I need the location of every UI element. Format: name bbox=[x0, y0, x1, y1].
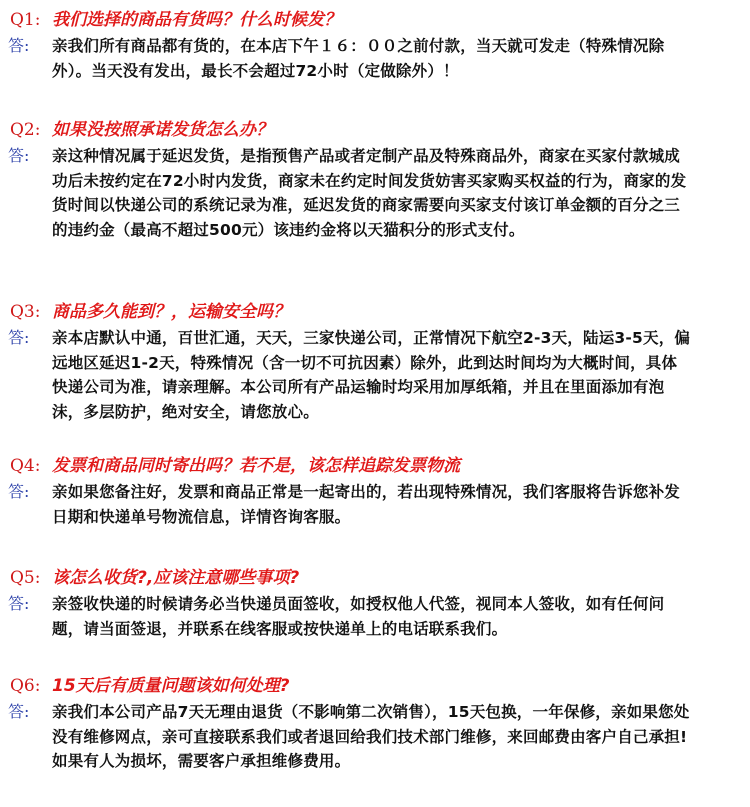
question-text: 发票和商品同时寄出吗？若不是，该怎样追踪发票物流 bbox=[52, 456, 460, 476]
question-number: Q3: bbox=[10, 302, 41, 322]
answer-row bbox=[0, 592, 750, 641]
answer-mark: 答: bbox=[8, 702, 30, 721]
question-text: 15天后有质量问题该如何处理? bbox=[52, 676, 290, 696]
answer-mark: 答: bbox=[8, 594, 30, 613]
question-number: Q6: bbox=[10, 676, 41, 696]
answer-text: 亲这种情况属于延迟发货，是指预售产品或者定制产品及特殊商品外，商家在买家付款城成功后未按约定在72小时内发货，商家未在约定时间发货妨害买家购买权益的行为，商家的发货时间以快递公司的系统记录为准，延迟发货的商家需要向买家支付该订单金额的百分之三的违约金（最高不超过500元）该违约金将以天猫积分的形式支付。 bbox=[52, 147, 687, 239]
question-text: 如果没按照承诺发货怎么办？ bbox=[52, 120, 273, 140]
answer-mark: 答: bbox=[8, 328, 30, 347]
question-row bbox=[0, 674, 750, 700]
answer-mark: 答: bbox=[8, 482, 30, 501]
answer-text: 亲我们本公司产品7天无理由退货（不影响第二次销售），15天包换，一年保修，亲如果您处没有维修网点，亲可直接联系我们或者退回给我们技术部门维修，来回邮费由客户自己承担!如果有人为损坏，需要客户承担维修费用。 bbox=[52, 703, 690, 770]
answer-text: 亲我们所有商品都有货的，在本店下午１６：００之前付款，当天就可发走（特殊情况除外）。当天没有发出，最长不会超过72小时（定做除外）！ bbox=[52, 37, 665, 80]
question-number: Q4: bbox=[10, 456, 41, 476]
question-row bbox=[0, 8, 750, 34]
question-number: Q5: bbox=[10, 568, 41, 588]
question-row bbox=[0, 118, 750, 144]
answer-row bbox=[0, 480, 750, 529]
faq-item-3 bbox=[0, 300, 750, 424]
answer-text: 亲本店默认中通，百世汇通，天天，三家快递公司，正常情况下航空2-3天，陆运3-5天，偏远地区延迟1-2天，特殊情况（含一切不可抗因素）除外，此到达时间均为大概时间，具体快递公司为准，请亲理解。本公司所有产品运输时均采用加厚纸箱，并且在里面添加有泡沫，多层防护，绝对安全，请您放心。 bbox=[52, 329, 691, 421]
faq-item-2 bbox=[0, 118, 750, 242]
question-row bbox=[0, 300, 750, 326]
faq-item-6 bbox=[0, 674, 750, 774]
question-text: 该怎么收货?,应该注意哪些事项? bbox=[52, 568, 300, 588]
faq-item-5 bbox=[0, 566, 750, 641]
faq-item-1 bbox=[0, 8, 750, 83]
question-number: Q1: bbox=[10, 10, 41, 30]
answer-row bbox=[0, 34, 750, 83]
answer-row bbox=[0, 700, 750, 774]
question-row bbox=[0, 566, 750, 592]
question-row bbox=[0, 454, 750, 480]
answer-text: 亲如果您备注好，发票和商品正常是一起寄出的，若出现特殊情况，我们客服将告诉您补发日期和快递单号物流信息，详情咨询客服。 bbox=[52, 483, 681, 526]
answer-mark: 答: bbox=[8, 146, 30, 165]
answer-mark: 答: bbox=[8, 36, 30, 55]
answer-row bbox=[0, 144, 750, 242]
answer-row bbox=[0, 326, 750, 424]
question-text: 我们选择的商品有货吗？什么时候发？ bbox=[52, 10, 341, 30]
faq-item-4 bbox=[0, 454, 750, 529]
answer-text: 亲签收快递的时候请务必当快递员面签收，如授权他人代签，视同本人签收，如有任何问题，请当面签退，并联系在线客服或按快递单上的电话联系我们。 bbox=[52, 595, 665, 638]
question-number: Q2: bbox=[10, 120, 41, 140]
question-text: 商品多久能到？，运输安全吗？ bbox=[52, 302, 290, 322]
